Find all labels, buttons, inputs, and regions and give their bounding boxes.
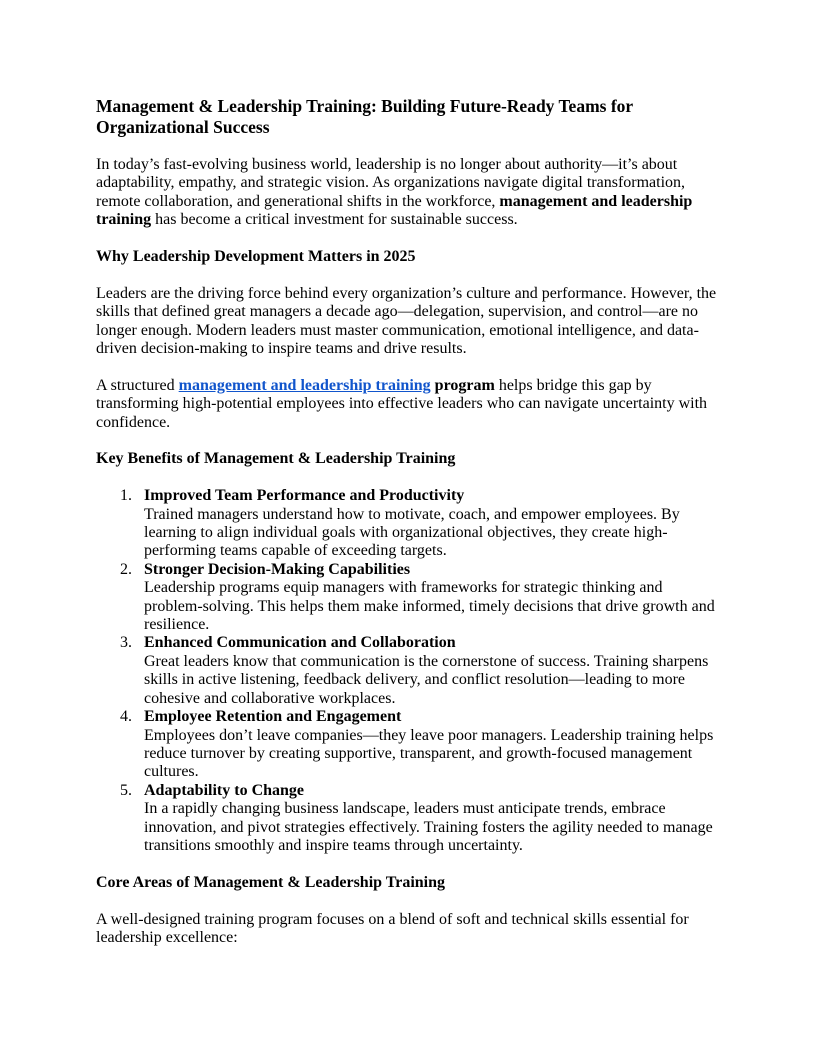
list-item (96, 634, 720, 708)
para2-bold: program (430, 376, 495, 394)
list-item-title: Stronger Decision-Making Capabilities (144, 560, 411, 578)
list-item-body: Trained managers understand how to motivate, coach, and empower employees. By learning to align individual goals with organizational objectives, they create high-performing teams capable of exceeding targets. (144, 505, 680, 560)
list-item (96, 487, 720, 561)
list-item-body: Great leaders know that communication is the cornerstone of success. Training sharpens skills in active listening, feedback delivery, and conflict resolution—leading to more cohesive and collaborative workplaces. (144, 652, 709, 707)
list-item-body: Leadership programs equip managers with frameworks for strategic thinking and problem-solving. This helps them make informed, timely decisions that drive growth and resilience. (144, 579, 715, 634)
list-item-number: 2. (120, 560, 132, 578)
list-item (96, 782, 720, 856)
intro-text-2: has become a critical investment for sustainable success. (151, 211, 518, 229)
list-item-title: Improved Team Performance and Productivity (144, 487, 465, 505)
document-page (96, 96, 720, 966)
para2-suffix: helps bridge this gap by transforming high-potential employees into effective leaders who can navigate uncertainty with confidence. (96, 376, 708, 431)
list-item-number: 1. (120, 487, 132, 505)
intro-bold-text: management and leadership training (96, 192, 693, 229)
document-title: Management & Leadership Training: Building Future-Ready Teams for Organizational Success (96, 96, 633, 137)
para2-prefix: A structured (96, 376, 179, 394)
list-item (96, 561, 720, 635)
section-heading-why-leadership: Why Leadership Development Matters in 2025 (96, 248, 416, 266)
list-item-title: Adaptability to Change (144, 781, 305, 799)
benefits-list (96, 487, 720, 855)
list-item-number: 3. (120, 634, 132, 652)
list-item-body: In a rapidly changing business landscape, leaders must anticipate trends, embrace innovation, and pivot strategies effectively. Training fosters the agility needed to manage transitions smoothly and inspire teams through uncertainty. (144, 800, 713, 854)
list-item (96, 708, 720, 782)
list-item-body: Employees don’t leave companies—they leave poor managers. Leadership training helps reduce turnover by creating supportive, transparent, and growth-focused management cultures. (144, 726, 714, 781)
section1-paragraph-1: Leaders are the driving force behind every organization’s culture and performance. However, the skills that defined great managers a decade ago—delegation, supervision, and control—are no longer enough. Modern leaders must master communication, emotional intelligence, and data-driven decision-making to inspire teams and drive results. (96, 284, 717, 358)
training-link[interactable]: management and leadership training (178, 376, 431, 394)
list-item-title: Employee Retention and Engagement (144, 708, 402, 726)
intro-text-1: In today’s fast-evolving business world, leadership is no longer about authority—it’s about adaptability, empathy, and strategic vision. As organizations navigate digital transformation, remote collaboration, and generational shifts in the workforce, (96, 156, 686, 210)
intro-paragraph (96, 156, 720, 230)
section-heading-key-benefits: Key Benefits of Management & Leadership Training (96, 450, 456, 468)
section1-paragraph-2 (96, 377, 720, 432)
section-heading-core-areas: Core Areas of Management & Leadership Training (96, 873, 446, 891)
list-item-number: 5. (120, 781, 132, 799)
section3-paragraph-1: A well-designed training program focuses on a blend of soft and technical skills essential for leadership excellence: (96, 910, 689, 946)
list-item-title: Enhanced Communication and Collaboration (144, 634, 456, 652)
list-item-number: 4. (120, 708, 132, 726)
